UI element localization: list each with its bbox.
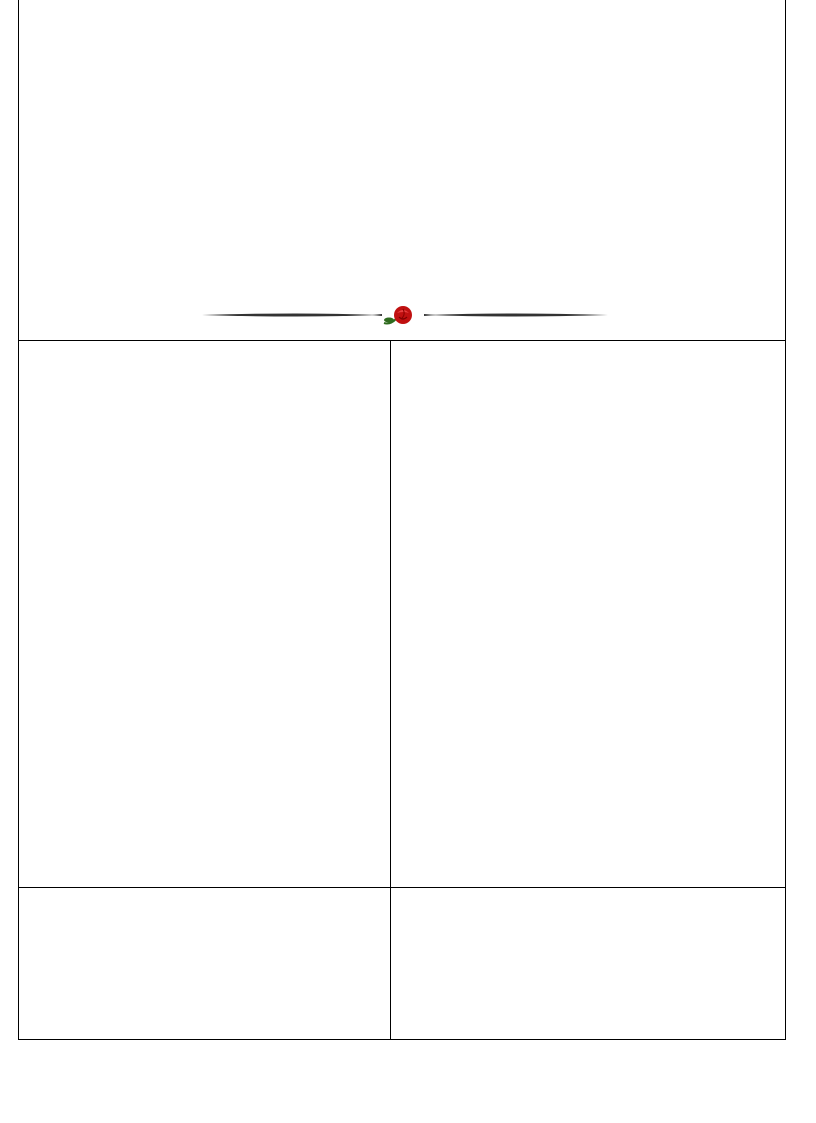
- rose-ornament-divider: [200, 303, 610, 327]
- frame-bottom: [18, 1039, 786, 1040]
- border-left: [18, 0, 19, 1040]
- section-divider-top: [18, 340, 786, 341]
- section-divider-bottom: [18, 887, 786, 888]
- column-divider: [390, 340, 391, 1040]
- border-right: [785, 0, 786, 1040]
